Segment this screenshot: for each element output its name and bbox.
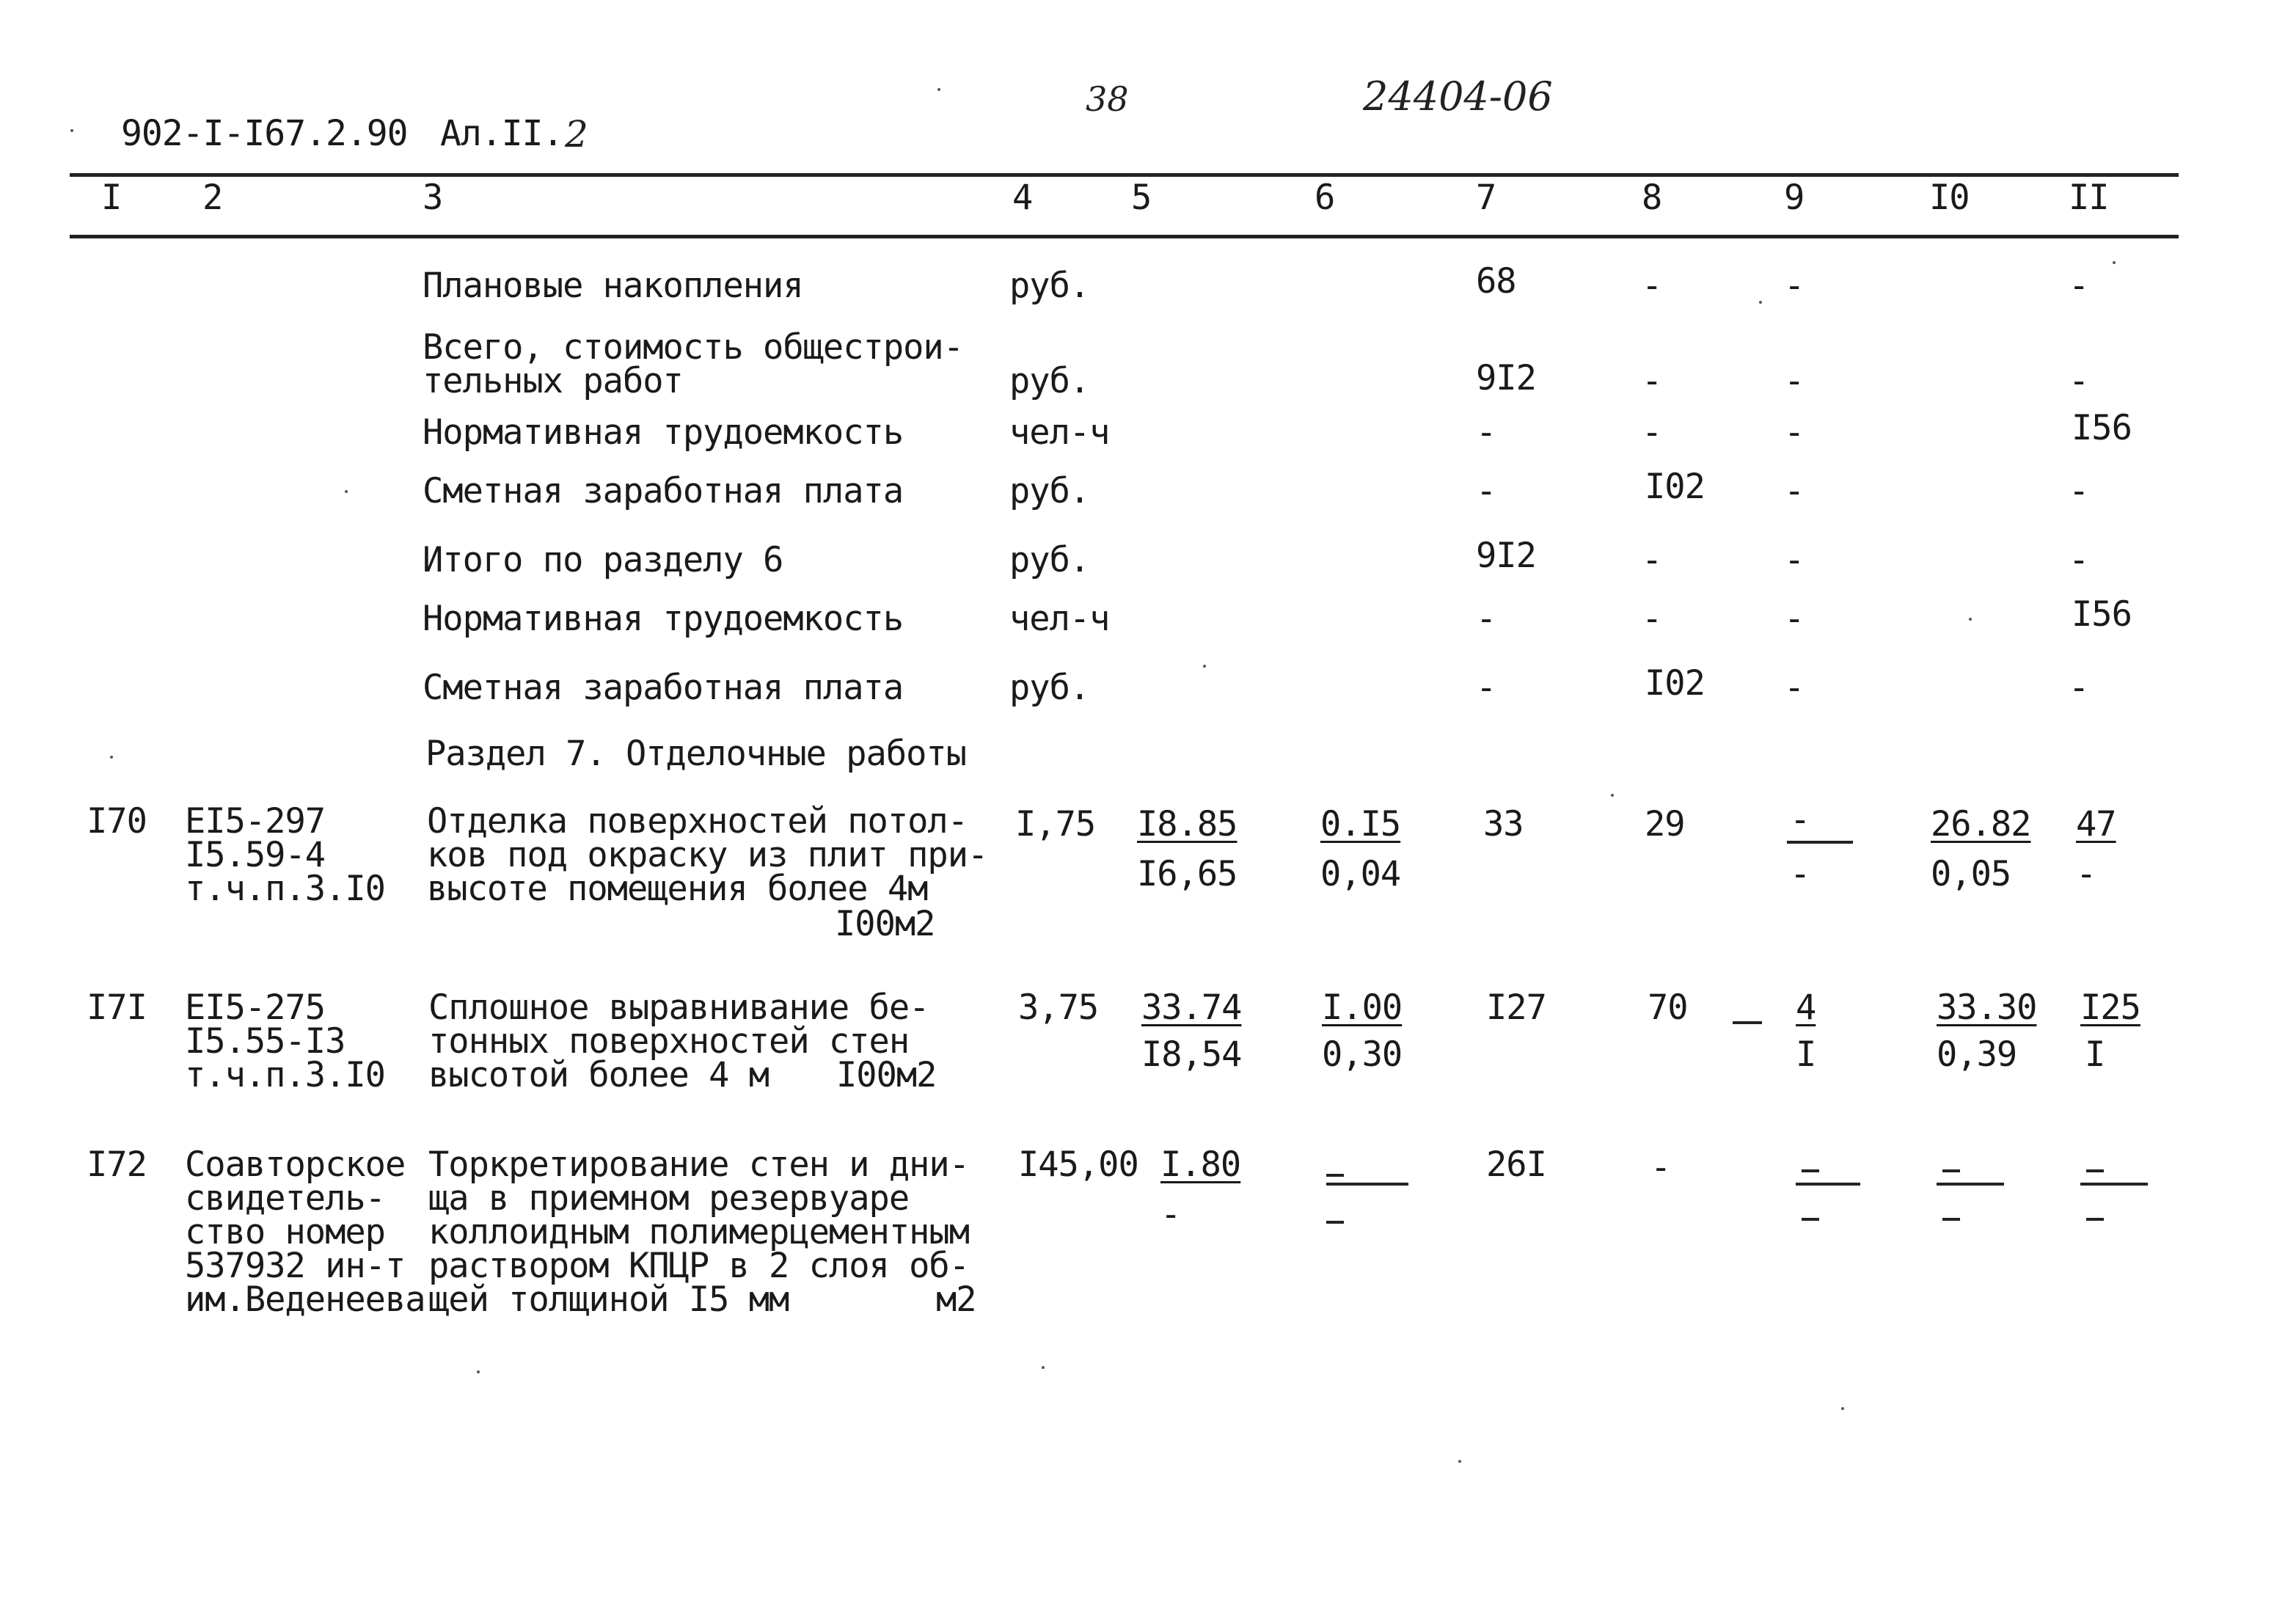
item-number: I70 bbox=[87, 801, 147, 841]
item-code-line: Соавторское bbox=[185, 1144, 406, 1185]
col8-value: I02 bbox=[1645, 467, 1705, 507]
col9-value: - bbox=[1784, 471, 1805, 511]
item-description-line: высотой более 4 м bbox=[428, 1055, 769, 1095]
item-number: I72 bbox=[87, 1144, 147, 1185]
col7-value: 68 bbox=[1476, 261, 1516, 302]
item-quantity: I,75 bbox=[1015, 804, 1096, 844]
col5-top: 33.74 bbox=[1141, 987, 1242, 1028]
col7-value: - bbox=[1476, 412, 1496, 453]
col7-value: - bbox=[1476, 599, 1496, 639]
row-unit: руб. bbox=[1009, 266, 1090, 306]
col11-bottom: - bbox=[2076, 854, 2096, 894]
col11-value: I56 bbox=[2072, 594, 2132, 635]
col8-value: - bbox=[1642, 266, 1662, 306]
col11-value: I56 bbox=[2072, 408, 2132, 448]
col5-bottom: - bbox=[1160, 1194, 1181, 1235]
col10-bottom: 0,39 bbox=[1937, 1034, 2017, 1075]
row-unit: руб. bbox=[1009, 668, 1090, 708]
fraction-bar bbox=[1787, 841, 1853, 844]
col8-value: - bbox=[1642, 412, 1662, 453]
column-header: 2 bbox=[202, 178, 223, 218]
col10-top: 26.82 bbox=[1931, 804, 2031, 844]
column-header: II bbox=[2069, 178, 2109, 218]
item-quantity: 3,75 bbox=[1018, 987, 1099, 1028]
fraction-bar bbox=[1326, 1183, 1408, 1186]
row-name: Нормативная трудоемкость bbox=[423, 412, 904, 453]
item-code-line: I5.59-4 bbox=[185, 835, 326, 875]
album-number-handwritten: 2 bbox=[565, 113, 588, 156]
fraction-bar bbox=[2080, 1183, 2148, 1186]
col9-bottom: - bbox=[1790, 854, 1810, 894]
item-code-line: ство номер bbox=[185, 1212, 385, 1252]
col7-value: 9I2 bbox=[1476, 536, 1536, 576]
item-code-line: свидетель- bbox=[185, 1178, 385, 1219]
col8-value: - bbox=[1642, 599, 1662, 639]
item-code-line: EI5-297 bbox=[185, 801, 326, 841]
dash-mark bbox=[1326, 1174, 1344, 1177]
col9-bottom: I bbox=[1796, 1034, 1816, 1075]
column-header: 5 bbox=[1131, 178, 1152, 218]
item-description-line: коллоидным полимерцементным bbox=[428, 1212, 970, 1252]
dash-mark bbox=[2086, 1169, 2104, 1172]
item-description-line: ков под окраску из плит при- bbox=[427, 835, 988, 875]
col7-value: I27 bbox=[1486, 987, 1546, 1028]
dash-mark bbox=[1733, 1021, 1762, 1024]
col5-top: I.80 bbox=[1160, 1144, 1241, 1185]
column-header: I bbox=[101, 178, 122, 218]
col8-value: - bbox=[1642, 540, 1662, 580]
dash-mark bbox=[1942, 1169, 1960, 1172]
column-header: 7 bbox=[1476, 178, 1496, 218]
col9-top: 4 bbox=[1796, 987, 1816, 1028]
column-header: 4 bbox=[1012, 178, 1033, 218]
col10-bottom: 0,05 bbox=[1931, 854, 2011, 894]
col8-value: I02 bbox=[1645, 663, 1705, 704]
row-name: Нормативная трудоемкость bbox=[423, 599, 904, 639]
item-unit: м2 bbox=[936, 1279, 976, 1320]
column-header: I0 bbox=[1929, 178, 1970, 218]
album-label: Ал.II. bbox=[440, 113, 563, 154]
col11-bottom: I bbox=[2085, 1034, 2105, 1075]
row-name: Сметная заработная плата bbox=[423, 471, 904, 511]
table-top-rule bbox=[70, 173, 2179, 177]
col9-value: - bbox=[1784, 540, 1805, 580]
col6-bottom: 0,30 bbox=[1322, 1034, 1403, 1075]
col7-value: 33 bbox=[1483, 804, 1524, 844]
item-unit: I00м2 bbox=[835, 904, 935, 944]
row-unit: руб. bbox=[1009, 471, 1090, 511]
row-name: Всего, стоимость общестрои- bbox=[423, 327, 964, 368]
col5-bottom: I8,54 bbox=[1141, 1034, 1242, 1075]
item-number: I7I bbox=[87, 987, 147, 1028]
col6-bottom: 0,04 bbox=[1320, 854, 1401, 894]
col11-value: - bbox=[2069, 668, 2089, 708]
column-header: 8 bbox=[1642, 178, 1662, 218]
item-code-line: I5.55-I3 bbox=[185, 1021, 346, 1062]
page-number: 38 bbox=[1086, 79, 1129, 119]
item-code-line: т.ч.п.3.I0 bbox=[185, 869, 385, 909]
row-name: Плановые накопления bbox=[423, 266, 803, 306]
dash-mark bbox=[2086, 1218, 2104, 1221]
item-description-line: высоте помещения более 4м bbox=[427, 869, 928, 909]
col8-value: - bbox=[1650, 1147, 1671, 1188]
col9-value: - bbox=[1784, 412, 1805, 453]
col11-value: - bbox=[2069, 266, 2089, 306]
dash-mark bbox=[1802, 1169, 1819, 1172]
col8-value: 70 bbox=[1648, 987, 1688, 1028]
row-unit: руб. bbox=[1009, 361, 1090, 401]
dash-mark bbox=[1942, 1218, 1960, 1221]
table-header-bottom-rule bbox=[70, 235, 2179, 238]
item-code-line: им.Веденеева bbox=[185, 1279, 425, 1320]
col9-value: - bbox=[1784, 361, 1805, 401]
item-description-line: Торкретирование стен и дни- bbox=[428, 1144, 970, 1185]
document-code: 902-I-I67.2.90 bbox=[121, 113, 408, 154]
row-name: Сметная заработная плата bbox=[423, 668, 904, 708]
column-header: 9 bbox=[1784, 178, 1805, 218]
col6-top: 0.I5 bbox=[1320, 804, 1401, 844]
dash-mark bbox=[1802, 1218, 1819, 1221]
col7-value: - bbox=[1476, 471, 1496, 511]
column-header: 6 bbox=[1315, 178, 1335, 218]
item-quantity: I45,00 bbox=[1018, 1144, 1138, 1185]
col9-value: - bbox=[1784, 266, 1805, 306]
col11-value: - bbox=[2069, 361, 2089, 401]
col11-value: - bbox=[2069, 471, 2089, 511]
col9-value: - bbox=[1784, 599, 1805, 639]
col5-bottom: I6,65 bbox=[1137, 854, 1237, 894]
col10-top: 33.30 bbox=[1937, 987, 2037, 1028]
fraction-bar bbox=[1796, 1183, 1860, 1186]
row-unit: чел-ч bbox=[1009, 412, 1110, 453]
dash-mark bbox=[1326, 1221, 1344, 1224]
item-description-line: Сплошное выравнивание бе- bbox=[428, 987, 929, 1028]
item-description-line: раствором КПЦР в 2 слоя об- bbox=[428, 1246, 970, 1286]
row-unit: чел-ч bbox=[1009, 599, 1110, 639]
inventory-number: 24404-06 bbox=[1363, 73, 1553, 120]
item-description-line: ща в приемном резервуаре bbox=[428, 1178, 910, 1219]
item-description-line: Отделка поверхностей потол- bbox=[427, 801, 968, 841]
item-unit: I00м2 bbox=[836, 1055, 937, 1095]
row-unit: руб. bbox=[1009, 540, 1090, 580]
col11-top: I25 bbox=[2080, 987, 2140, 1028]
item-code-line: т.ч.п.3.I0 bbox=[185, 1055, 385, 1095]
section-title: Раздел 7. Отделочные работы bbox=[425, 734, 967, 774]
fraction-bar bbox=[1937, 1183, 2004, 1186]
item-code-line: 537932 ин-т bbox=[185, 1246, 406, 1286]
item-description-line: тонных поверхностей стен bbox=[428, 1021, 910, 1062]
col7-value: 9I2 bbox=[1476, 358, 1536, 398]
col7-value: 26I bbox=[1486, 1144, 1546, 1185]
item-code-line: EI5-275 bbox=[185, 987, 326, 1028]
col9-top: - bbox=[1790, 800, 1810, 840]
col8-value: - bbox=[1642, 361, 1662, 401]
row-name: Итого по разделу 6 bbox=[423, 540, 783, 580]
col11-top: 47 bbox=[2076, 804, 2116, 844]
col9-value: - bbox=[1784, 668, 1805, 708]
col7-value: - bbox=[1476, 668, 1496, 708]
col5-top: I8.85 bbox=[1137, 804, 1237, 844]
col6-top: I.00 bbox=[1322, 987, 1403, 1028]
col8-value: 29 bbox=[1645, 804, 1685, 844]
item-description-line: щей толщиной I5 мм bbox=[428, 1279, 789, 1320]
row-name-continued: тельных работ bbox=[423, 361, 683, 401]
column-header: 3 bbox=[423, 178, 443, 218]
col11-value: - bbox=[2069, 540, 2089, 580]
